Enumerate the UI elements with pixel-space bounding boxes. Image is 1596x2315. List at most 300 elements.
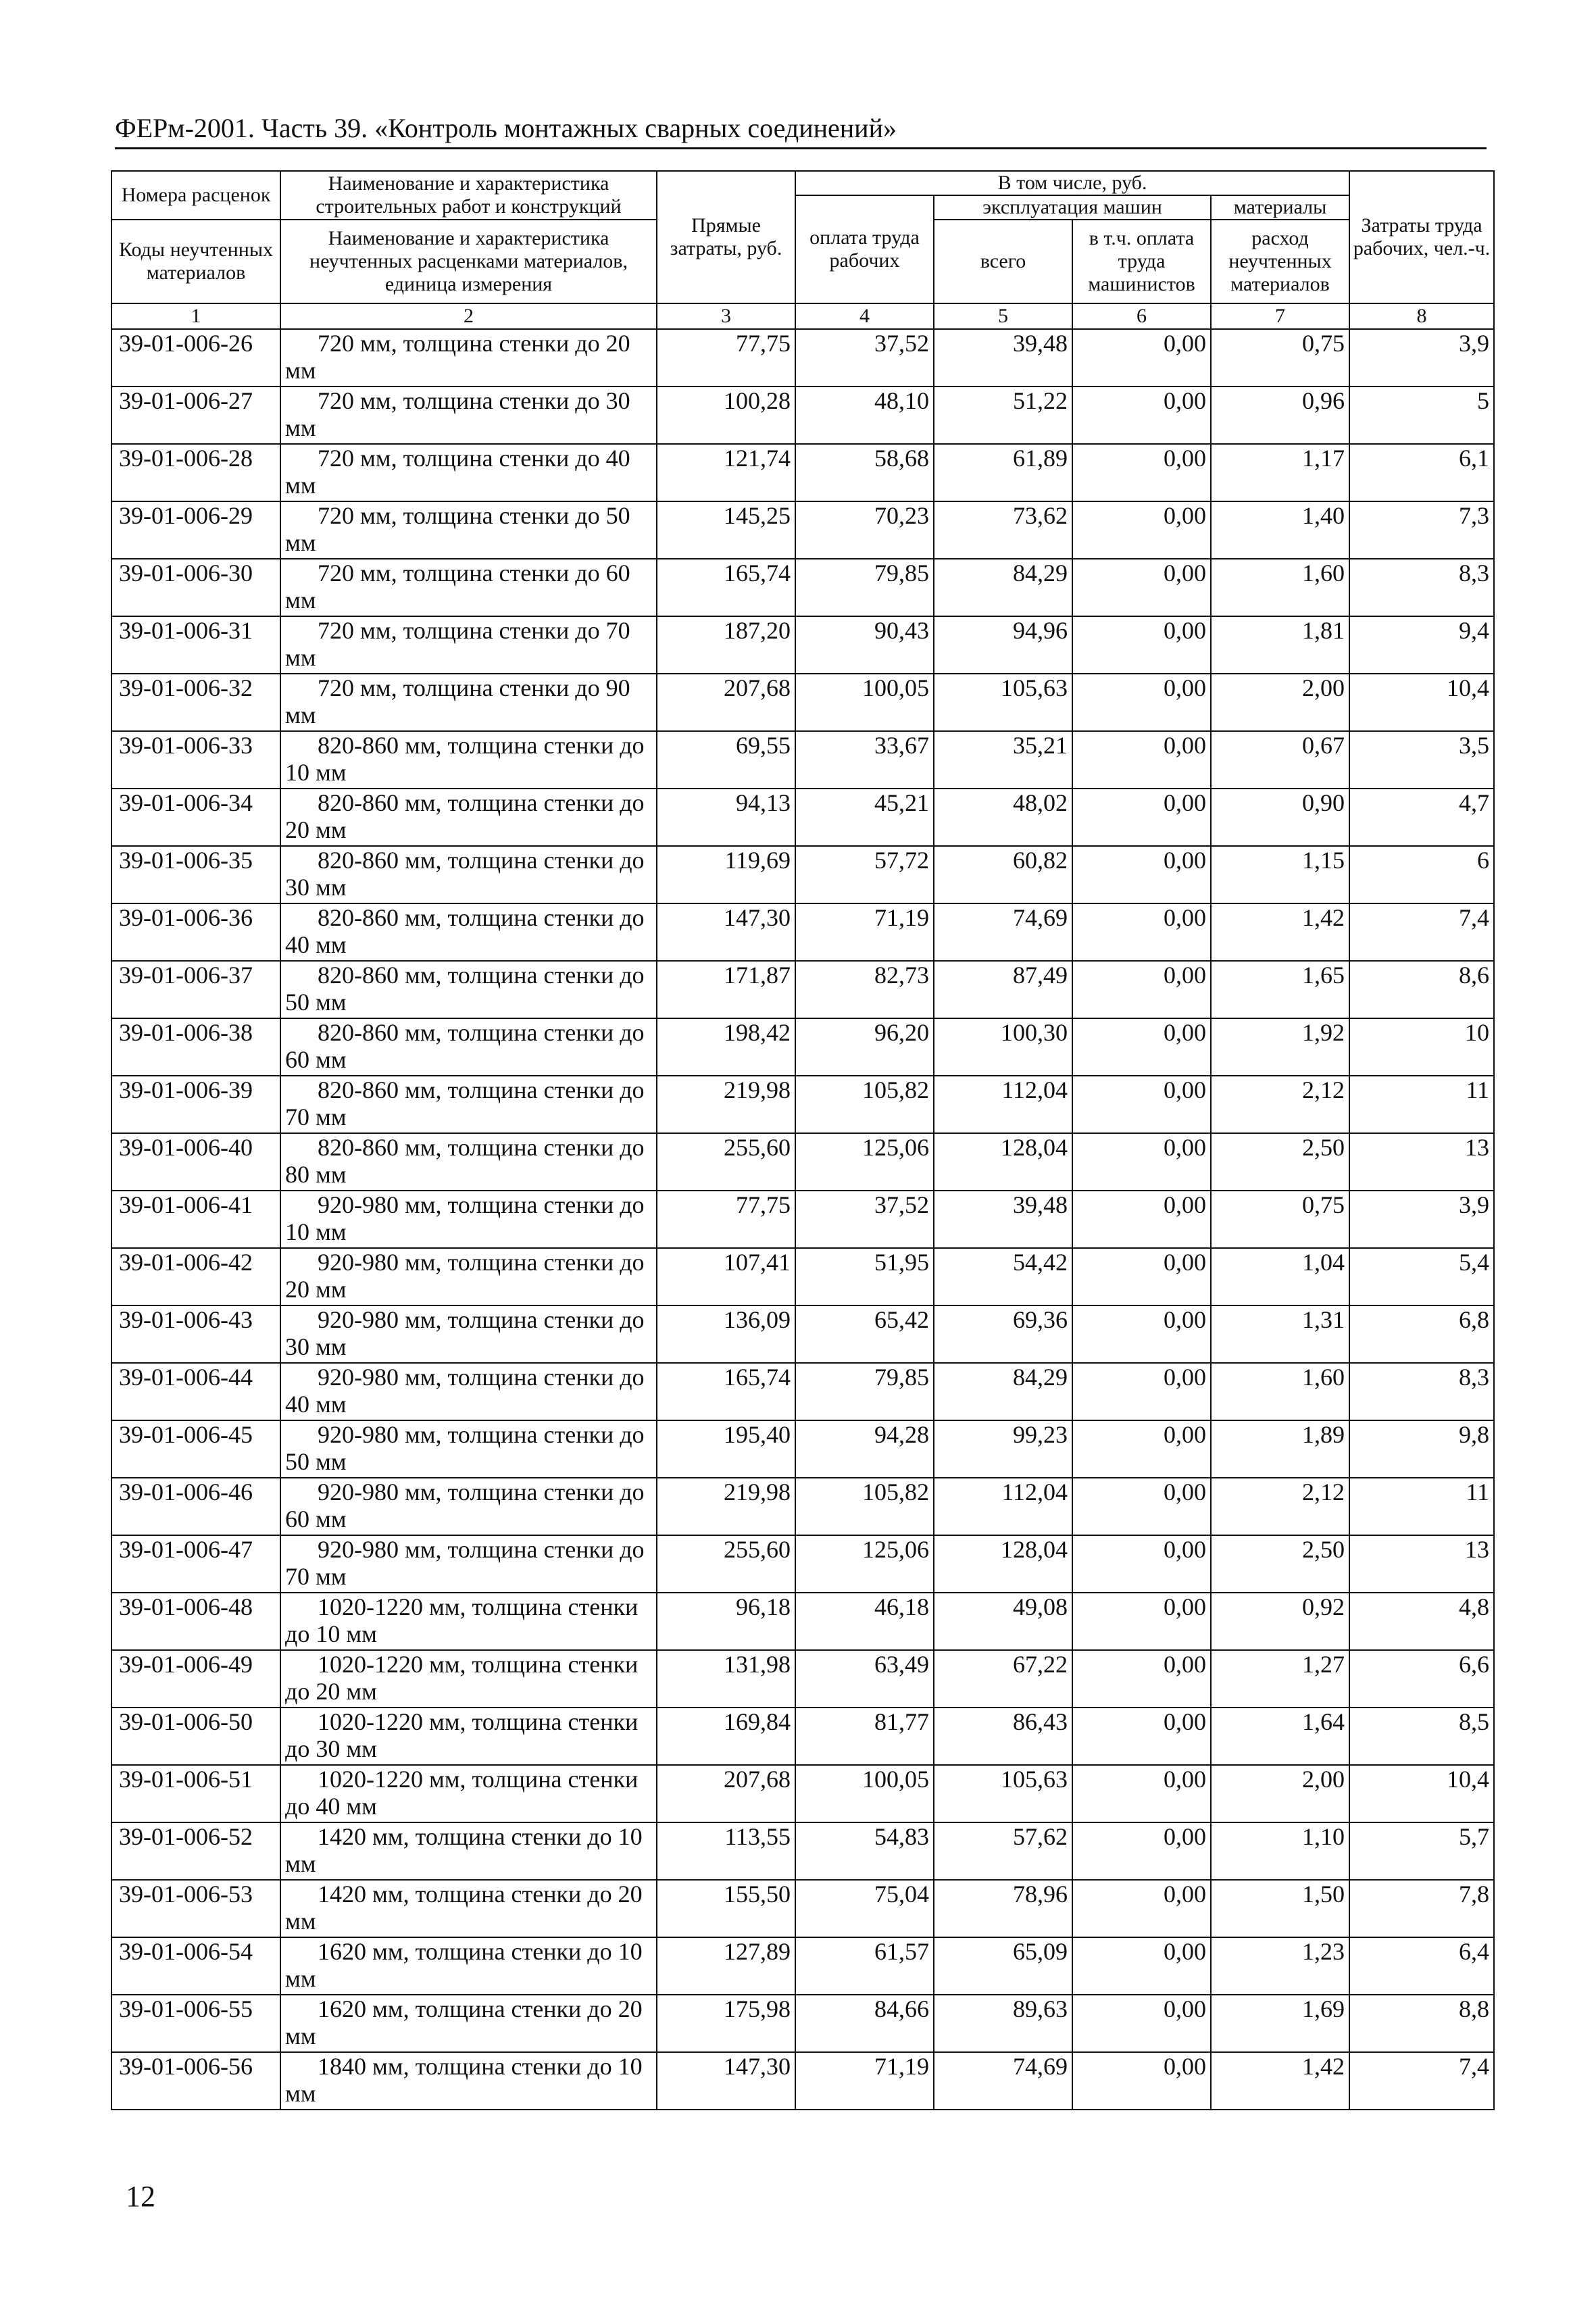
work-description-cell: 920-980 мм, толщина стенки до 40 мм (280, 1363, 657, 1420)
table-row (111, 1650, 1494, 1708)
header-works-name: Наименование и характеристика строительных работ и конструкций (280, 171, 657, 220)
work-description-cell: 820-860 мм, толщина стенки до 40 мм (280, 903, 657, 961)
page-number: 12 (126, 2180, 155, 2213)
labor-pay-cell: 75,04 (795, 1880, 934, 1937)
table-row (111, 1018, 1494, 1076)
materials-consumption-cell: 1,64 (1211, 1708, 1349, 1765)
machinists-pay-cell: 0,00 (1072, 329, 1211, 387)
direct-costs-cell: 69,55 (657, 731, 795, 789)
machines-total-cell: 39,48 (934, 329, 1072, 387)
work-description-cell: 720 мм, толщина стенки до 40 мм (280, 444, 657, 501)
table-row (111, 501, 1494, 559)
materials-consumption-cell: 1,65 (1211, 961, 1349, 1018)
machinists-pay-cell: 0,00 (1072, 559, 1211, 616)
machines-total-cell: 84,29 (934, 559, 1072, 616)
machinists-pay-cell: 0,00 (1072, 1018, 1211, 1076)
work-description-cell: 720 мм, толщина стенки до 20 мм (280, 329, 657, 387)
rate-code-cell: 39-01-006-53 (111, 1880, 280, 1937)
labor-hours-cell: 3,9 (1349, 329, 1494, 387)
labor-pay-cell: 100,05 (795, 674, 934, 731)
header-including: В том числе, руб. (795, 171, 1349, 195)
work-description-cell: 720 мм, толщина стенки до 60 мм (280, 559, 657, 616)
work-description-cell: 820-860 мм, толщина стенки до 70 мм (280, 1076, 657, 1133)
header-unaccounted-materials: расход неучтенных материалов (1211, 220, 1349, 303)
direct-costs-cell: 195,40 (657, 1420, 795, 1478)
machinists-pay-cell: 0,00 (1072, 1076, 1211, 1133)
materials-consumption-cell: 1,31 (1211, 1305, 1349, 1363)
labor-pay-cell: 105,82 (795, 1076, 934, 1133)
labor-pay-cell: 79,85 (795, 1363, 934, 1420)
table-row (111, 387, 1494, 444)
table-row (111, 1305, 1494, 1363)
column-number: 3 (657, 303, 795, 329)
table-row (111, 1076, 1494, 1133)
header-materials: материалы (1211, 195, 1349, 220)
materials-consumption-cell: 1,50 (1211, 1880, 1349, 1937)
machines-total-cell: 94,96 (934, 616, 1072, 674)
labor-hours-cell: 10 (1349, 1018, 1494, 1076)
labor-pay-cell: 105,82 (795, 1478, 934, 1535)
machinists-pay-cell: 0,00 (1072, 1478, 1211, 1535)
rate-code-cell: 39-01-006-26 (111, 329, 280, 387)
machines-total-cell: 128,04 (934, 1133, 1072, 1191)
work-description-cell: 920-980 мм, толщина стенки до 70 мм (280, 1535, 657, 1593)
direct-costs-cell: 94,13 (657, 789, 795, 846)
materials-consumption-cell: 1,40 (1211, 501, 1349, 559)
work-description-cell: 1420 мм, толщина стенки до 20 мм (280, 1880, 657, 1937)
direct-costs-cell: 100,28 (657, 387, 795, 444)
table-row (111, 1880, 1494, 1937)
machines-total-cell: 48,02 (934, 789, 1072, 846)
machinists-pay-cell: 0,00 (1072, 961, 1211, 1018)
machines-total-cell: 87,49 (934, 961, 1072, 1018)
labor-pay-cell: 37,52 (795, 329, 934, 387)
materials-consumption-cell: 1,81 (1211, 616, 1349, 674)
direct-costs-cell: 136,09 (657, 1305, 795, 1363)
labor-pay-cell: 33,67 (795, 731, 934, 789)
direct-costs-cell: 171,87 (657, 961, 795, 1018)
table-row (111, 1191, 1494, 1248)
direct-costs-cell: 255,60 (657, 1133, 795, 1191)
direct-costs-cell: 119,69 (657, 846, 795, 903)
table-row (111, 329, 1494, 387)
rate-code-cell: 39-01-006-47 (111, 1535, 280, 1593)
column-number: 4 (795, 303, 934, 329)
labor-hours-cell: 5 (1349, 387, 1494, 444)
direct-costs-cell: 107,41 (657, 1248, 795, 1305)
direct-costs-cell: 207,68 (657, 674, 795, 731)
labor-hours-cell: 4,8 (1349, 1593, 1494, 1650)
table-row (111, 1822, 1494, 1880)
machines-total-cell: 84,29 (934, 1363, 1072, 1420)
materials-consumption-cell: 1,15 (1211, 846, 1349, 903)
labor-pay-cell: 70,23 (795, 501, 934, 559)
machinists-pay-cell: 0,00 (1072, 846, 1211, 903)
machines-total-cell: 61,89 (934, 444, 1072, 501)
labor-hours-cell: 6,8 (1349, 1305, 1494, 1363)
work-description-cell: 1620 мм, толщина стенки до 10 мм (280, 1937, 657, 1995)
work-description-cell: 720 мм, толщина стенки до 90 мм (280, 674, 657, 731)
labor-hours-cell: 13 (1349, 1535, 1494, 1593)
machinists-pay-cell: 0,00 (1072, 501, 1211, 559)
machines-total-cell: 89,63 (934, 1995, 1072, 2052)
table-row (111, 1133, 1494, 1191)
materials-consumption-cell: 1,60 (1211, 559, 1349, 616)
rate-code-cell: 39-01-006-43 (111, 1305, 280, 1363)
labor-pay-cell: 51,95 (795, 1248, 934, 1305)
table-row (111, 1363, 1494, 1420)
column-number: 2 (280, 303, 657, 329)
direct-costs-cell: 187,20 (657, 616, 795, 674)
table-row (111, 961, 1494, 1018)
table-row (111, 1593, 1494, 1650)
table-row (111, 1420, 1494, 1478)
rate-code-cell: 39-01-006-51 (111, 1765, 280, 1822)
work-description-cell: 820-860 мм, толщина стенки до 60 мм (280, 1018, 657, 1076)
work-description-cell: 920-980 мм, толщина стенки до 30 мм (280, 1305, 657, 1363)
materials-consumption-cell: 0,92 (1211, 1593, 1349, 1650)
machinists-pay-cell: 0,00 (1072, 731, 1211, 789)
labor-hours-cell: 11 (1349, 1076, 1494, 1133)
direct-costs-cell: 207,68 (657, 1765, 795, 1822)
labor-pay-cell: 71,19 (795, 903, 934, 961)
table-row (111, 731, 1494, 789)
materials-consumption-cell: 1,60 (1211, 1363, 1349, 1420)
machines-total-cell: 35,21 (934, 731, 1072, 789)
table-row (111, 2052, 1494, 2110)
labor-hours-cell: 8,3 (1349, 1363, 1494, 1420)
labor-pay-cell: 48,10 (795, 387, 934, 444)
header-machines: эксплуатация машин (934, 195, 1211, 220)
work-description-cell: 720 мм, толщина стенки до 50 мм (280, 501, 657, 559)
work-description-cell: 1620 мм, толщина стенки до 20 мм (280, 1995, 657, 2052)
machinists-pay-cell: 0,00 (1072, 789, 1211, 846)
work-description-cell: 820-860 мм, толщина стенки до 80 мм (280, 1133, 657, 1191)
table-row (111, 444, 1494, 501)
rate-code-cell: 39-01-006-46 (111, 1478, 280, 1535)
materials-consumption-cell: 2,12 (1211, 1076, 1349, 1133)
machines-total-cell: 51,22 (934, 387, 1072, 444)
page-header (115, 109, 1487, 149)
rate-code-cell: 39-01-006-33 (111, 731, 280, 789)
machinists-pay-cell: 0,00 (1072, 1650, 1211, 1708)
machines-total-cell: 60,82 (934, 846, 1072, 903)
rate-code-cell: 39-01-006-50 (111, 1708, 280, 1765)
direct-costs-cell: 77,75 (657, 1191, 795, 1248)
materials-consumption-cell: 1,42 (1211, 2052, 1349, 2110)
rate-code-cell: 39-01-006-29 (111, 501, 280, 559)
labor-pay-cell: 63,49 (795, 1650, 934, 1708)
machines-total-cell: 105,63 (934, 674, 1072, 731)
machinists-pay-cell: 0,00 (1072, 1995, 1211, 2052)
machinists-pay-cell: 0,00 (1072, 903, 1211, 961)
labor-hours-cell: 4,7 (1349, 789, 1494, 846)
labor-hours-cell: 3,5 (1349, 731, 1494, 789)
work-description-cell: 1020-1220 мм, толщина стенки до 40 мм (280, 1765, 657, 1822)
rate-code-cell: 39-01-006-39 (111, 1076, 280, 1133)
labor-pay-cell: 46,18 (795, 1593, 934, 1650)
materials-consumption-cell: 2,50 (1211, 1535, 1349, 1593)
machinists-pay-cell: 0,00 (1072, 2052, 1211, 2110)
machines-total-cell: 100,30 (934, 1018, 1072, 1076)
materials-consumption-cell: 1,17 (1211, 444, 1349, 501)
work-description-cell: 720 мм, толщина стенки до 30 мм (280, 387, 657, 444)
materials-consumption-cell: 2,12 (1211, 1478, 1349, 1535)
labor-pay-cell: 37,52 (795, 1191, 934, 1248)
direct-costs-cell: 77,75 (657, 329, 795, 387)
labor-pay-cell: 45,21 (795, 789, 934, 846)
labor-hours-cell: 10,4 (1349, 1765, 1494, 1822)
machinists-pay-cell: 0,00 (1072, 444, 1211, 501)
machines-total-cell: 112,04 (934, 1076, 1072, 1133)
header-unaccounted-names: Наименование и характеристика неучтенных расценками материалов, единица измерения (280, 220, 657, 303)
column-number-row (111, 303, 1494, 329)
work-description-cell: 1840 мм, толщина стенки до 10 мм (280, 2052, 657, 2110)
labor-pay-cell: 125,06 (795, 1535, 934, 1593)
labor-hours-cell: 13 (1349, 1133, 1494, 1191)
materials-consumption-cell: 2,00 (1211, 1765, 1349, 1822)
machines-total-cell: 112,04 (934, 1478, 1072, 1535)
materials-consumption-cell: 2,00 (1211, 674, 1349, 731)
labor-pay-cell: 57,72 (795, 846, 934, 903)
labor-pay-cell: 94,28 (795, 1420, 934, 1478)
labor-hours-cell: 7,4 (1349, 2052, 1494, 2110)
labor-hours-cell: 7,4 (1349, 903, 1494, 961)
labor-pay-cell: 125,06 (795, 1133, 934, 1191)
labor-pay-cell: 79,85 (795, 559, 934, 616)
materials-consumption-cell: 1,69 (1211, 1995, 1349, 2052)
direct-costs-cell: 121,74 (657, 444, 795, 501)
machines-total-cell: 49,08 (934, 1593, 1072, 1650)
header-unaccounted-codes: Коды неучтенных материалов (111, 220, 280, 303)
work-description-cell: 920-980 мм, толщина стенки до 10 мм (280, 1191, 657, 1248)
materials-consumption-cell: 1,23 (1211, 1937, 1349, 1995)
machinists-pay-cell: 0,00 (1072, 674, 1211, 731)
column-number: 8 (1349, 303, 1494, 329)
rate-code-cell: 39-01-006-42 (111, 1248, 280, 1305)
work-description-cell: 1420 мм, толщина стенки до 10 мм (280, 1822, 657, 1880)
materials-consumption-cell: 1,42 (1211, 903, 1349, 961)
labor-pay-cell: 81,77 (795, 1708, 934, 1765)
rate-code-cell: 39-01-006-49 (111, 1650, 280, 1708)
direct-costs-cell: 219,98 (657, 1076, 795, 1133)
materials-consumption-cell: 1,92 (1211, 1018, 1349, 1076)
direct-costs-cell: 145,25 (657, 501, 795, 559)
machines-total-cell: 78,96 (934, 1880, 1072, 1937)
labor-hours-cell: 8,5 (1349, 1708, 1494, 1765)
header-direct-costs: Прямые затраты, руб. (657, 171, 795, 303)
machinists-pay-cell: 0,00 (1072, 1248, 1211, 1305)
materials-consumption-cell: 2,50 (1211, 1133, 1349, 1191)
header-labor-pay: оплата труда рабочих (795, 195, 934, 303)
table-row (111, 903, 1494, 961)
materials-consumption-cell: 0,96 (1211, 387, 1349, 444)
labor-hours-cell: 8,8 (1349, 1995, 1494, 2052)
header-rate-numbers: Номера расценок (111, 171, 280, 220)
machinists-pay-cell: 0,00 (1072, 1305, 1211, 1363)
direct-costs-cell: 165,74 (657, 1363, 795, 1420)
machinists-pay-cell: 0,00 (1072, 616, 1211, 674)
table-row (111, 1937, 1494, 1995)
machinists-pay-cell: 0,00 (1072, 1363, 1211, 1420)
direct-costs-cell: 219,98 (657, 1478, 795, 1535)
table-row (111, 846, 1494, 903)
machinists-pay-cell: 0,00 (1072, 1191, 1211, 1248)
rate-code-cell: 39-01-006-30 (111, 559, 280, 616)
machinists-pay-cell: 0,00 (1072, 1420, 1211, 1478)
labor-hours-cell: 9,8 (1349, 1420, 1494, 1478)
column-number: 1 (111, 303, 280, 329)
work-description-cell: 820-860 мм, толщина стенки до 20 мм (280, 789, 657, 846)
machines-total-cell: 39,48 (934, 1191, 1072, 1248)
materials-consumption-cell: 0,90 (1211, 789, 1349, 846)
labor-pay-cell: 54,83 (795, 1822, 934, 1880)
direct-costs-cell: 96,18 (657, 1593, 795, 1650)
table-row (111, 559, 1494, 616)
labor-pay-cell: 84,66 (795, 1995, 934, 2052)
rate-code-cell: 39-01-006-48 (111, 1593, 280, 1650)
materials-consumption-cell: 0,75 (1211, 1191, 1349, 1248)
labor-hours-cell: 7,8 (1349, 1880, 1494, 1937)
direct-costs-cell: 155,50 (657, 1880, 795, 1937)
rate-code-cell: 39-01-006-27 (111, 387, 280, 444)
rate-code-cell: 39-01-006-45 (111, 1420, 280, 1478)
direct-costs-cell: 255,60 (657, 1535, 795, 1593)
machines-total-cell: 69,36 (934, 1305, 1072, 1363)
rate-code-cell: 39-01-006-41 (111, 1191, 280, 1248)
machines-total-cell: 54,42 (934, 1248, 1072, 1305)
machines-total-cell: 86,43 (934, 1708, 1072, 1765)
direct-costs-cell: 198,42 (657, 1018, 795, 1076)
machines-total-cell: 105,63 (934, 1765, 1072, 1822)
direct-costs-cell: 147,30 (657, 903, 795, 961)
labor-pay-cell: 65,42 (795, 1305, 934, 1363)
direct-costs-cell: 165,74 (657, 559, 795, 616)
table-row (111, 1478, 1494, 1535)
machines-total-cell: 67,22 (934, 1650, 1072, 1708)
rate-code-cell: 39-01-006-54 (111, 1937, 280, 1995)
rate-code-cell: 39-01-006-32 (111, 674, 280, 731)
labor-pay-cell: 96,20 (795, 1018, 934, 1076)
machinists-pay-cell: 0,00 (1072, 1937, 1211, 1995)
column-number: 7 (1211, 303, 1349, 329)
table-body (111, 329, 1494, 2110)
materials-consumption-cell: 1,89 (1211, 1420, 1349, 1478)
rate-code-cell: 39-01-006-31 (111, 616, 280, 674)
rate-code-cell: 39-01-006-36 (111, 903, 280, 961)
table-row (111, 1995, 1494, 2052)
labor-hours-cell: 10,4 (1349, 674, 1494, 731)
work-description-cell: 1020-1220 мм, толщина стенки до 10 мм (280, 1593, 657, 1650)
work-description-cell: 720 мм, толщина стенки до 70 мм (280, 616, 657, 674)
header-machinists-pay: в т.ч. оплата труда машинистов (1072, 220, 1211, 303)
direct-costs-cell: 131,98 (657, 1650, 795, 1708)
table-row (111, 1535, 1494, 1593)
work-description-cell: 1020-1220 мм, толщина стенки до 30 мм (280, 1708, 657, 1765)
machines-total-cell: 74,69 (934, 2052, 1072, 2110)
machinists-pay-cell: 0,00 (1072, 1535, 1211, 1593)
labor-hours-cell: 7,3 (1349, 501, 1494, 559)
machinists-pay-cell: 0,00 (1072, 387, 1211, 444)
direct-costs-cell: 113,55 (657, 1822, 795, 1880)
work-description-cell: 820-860 мм, толщина стенки до 50 мм (280, 961, 657, 1018)
labor-hours-cell: 6 (1349, 846, 1494, 903)
machinists-pay-cell: 0,00 (1072, 1880, 1211, 1937)
labor-hours-cell: 6,1 (1349, 444, 1494, 501)
rate-code-cell: 39-01-006-56 (111, 2052, 280, 2110)
table-row (111, 1765, 1494, 1822)
rate-code-cell: 39-01-006-34 (111, 789, 280, 846)
table-header (111, 171, 1494, 329)
rate-code-cell: 39-01-006-38 (111, 1018, 280, 1076)
machines-total-cell: 128,04 (934, 1535, 1072, 1593)
labor-pay-cell: 90,43 (795, 616, 934, 674)
labor-hours-cell: 6,6 (1349, 1650, 1494, 1708)
work-description-cell: 920-980 мм, толщина стенки до 20 мм (280, 1248, 657, 1305)
work-description-cell: 820-860 мм, толщина стенки до 10 мм (280, 731, 657, 789)
rate-code-cell: 39-01-006-28 (111, 444, 280, 501)
materials-consumption-cell: 0,75 (1211, 329, 1349, 387)
labor-pay-cell: 58,68 (795, 444, 934, 501)
direct-costs-cell: 175,98 (657, 1995, 795, 2052)
table-row (111, 1708, 1494, 1765)
table-row (111, 616, 1494, 674)
table-row (111, 789, 1494, 846)
work-description-cell: 820-860 мм, толщина стенки до 30 мм (280, 846, 657, 903)
machines-total-cell: 74,69 (934, 903, 1072, 961)
labor-hours-cell: 5,7 (1349, 1822, 1494, 1880)
machinists-pay-cell: 0,00 (1072, 1822, 1211, 1880)
machinists-pay-cell: 0,00 (1072, 1708, 1211, 1765)
document-title: ФЕРм-2001. Часть 39. «Контроль монтажных сварных соединений» (115, 113, 897, 143)
labor-hours-cell: 9,4 (1349, 616, 1494, 674)
work-description-cell: 1020-1220 мм, толщина стенки до 20 мм (280, 1650, 657, 1708)
materials-consumption-cell: 0,67 (1211, 731, 1349, 789)
rate-code-cell: 39-01-006-35 (111, 846, 280, 903)
table-row (111, 674, 1494, 731)
labor-pay-cell: 61,57 (795, 1937, 934, 1995)
direct-costs-cell: 169,84 (657, 1708, 795, 1765)
direct-costs-cell: 147,30 (657, 2052, 795, 2110)
machines-total-cell: 73,62 (934, 501, 1072, 559)
machines-total-cell: 65,09 (934, 1937, 1072, 1995)
labor-hours-cell: 6,4 (1349, 1937, 1494, 1995)
rate-code-cell: 39-01-006-44 (111, 1363, 280, 1420)
materials-consumption-cell: 1,27 (1211, 1650, 1349, 1708)
work-description-cell: 920-980 мм, толщина стенки до 60 мм (280, 1478, 657, 1535)
rate-code-cell: 39-01-006-37 (111, 961, 280, 1018)
labor-pay-cell: 82,73 (795, 961, 934, 1018)
column-number: 6 (1072, 303, 1211, 329)
rate-code-cell: 39-01-006-55 (111, 1995, 280, 2052)
header-labor-cost: Затраты труда рабочих, чел.-ч. (1349, 171, 1494, 303)
labor-hours-cell: 8,6 (1349, 961, 1494, 1018)
labor-hours-cell: 8,3 (1349, 559, 1494, 616)
direct-costs-cell: 127,89 (657, 1937, 795, 1995)
materials-consumption-cell: 1,10 (1211, 1822, 1349, 1880)
header-machines-total: всего (934, 220, 1072, 303)
rate-code-cell: 39-01-006-40 (111, 1133, 280, 1191)
rate-code-cell: 39-01-006-52 (111, 1822, 280, 1880)
labor-hours-cell: 3,9 (1349, 1191, 1494, 1248)
rates-table (111, 170, 1495, 2110)
table-row (111, 1248, 1494, 1305)
labor-hours-cell: 5,4 (1349, 1248, 1494, 1305)
machinists-pay-cell: 0,00 (1072, 1593, 1211, 1650)
machines-total-cell: 99,23 (934, 1420, 1072, 1478)
labor-hours-cell: 11 (1349, 1478, 1494, 1535)
labor-pay-cell: 100,05 (795, 1765, 934, 1822)
